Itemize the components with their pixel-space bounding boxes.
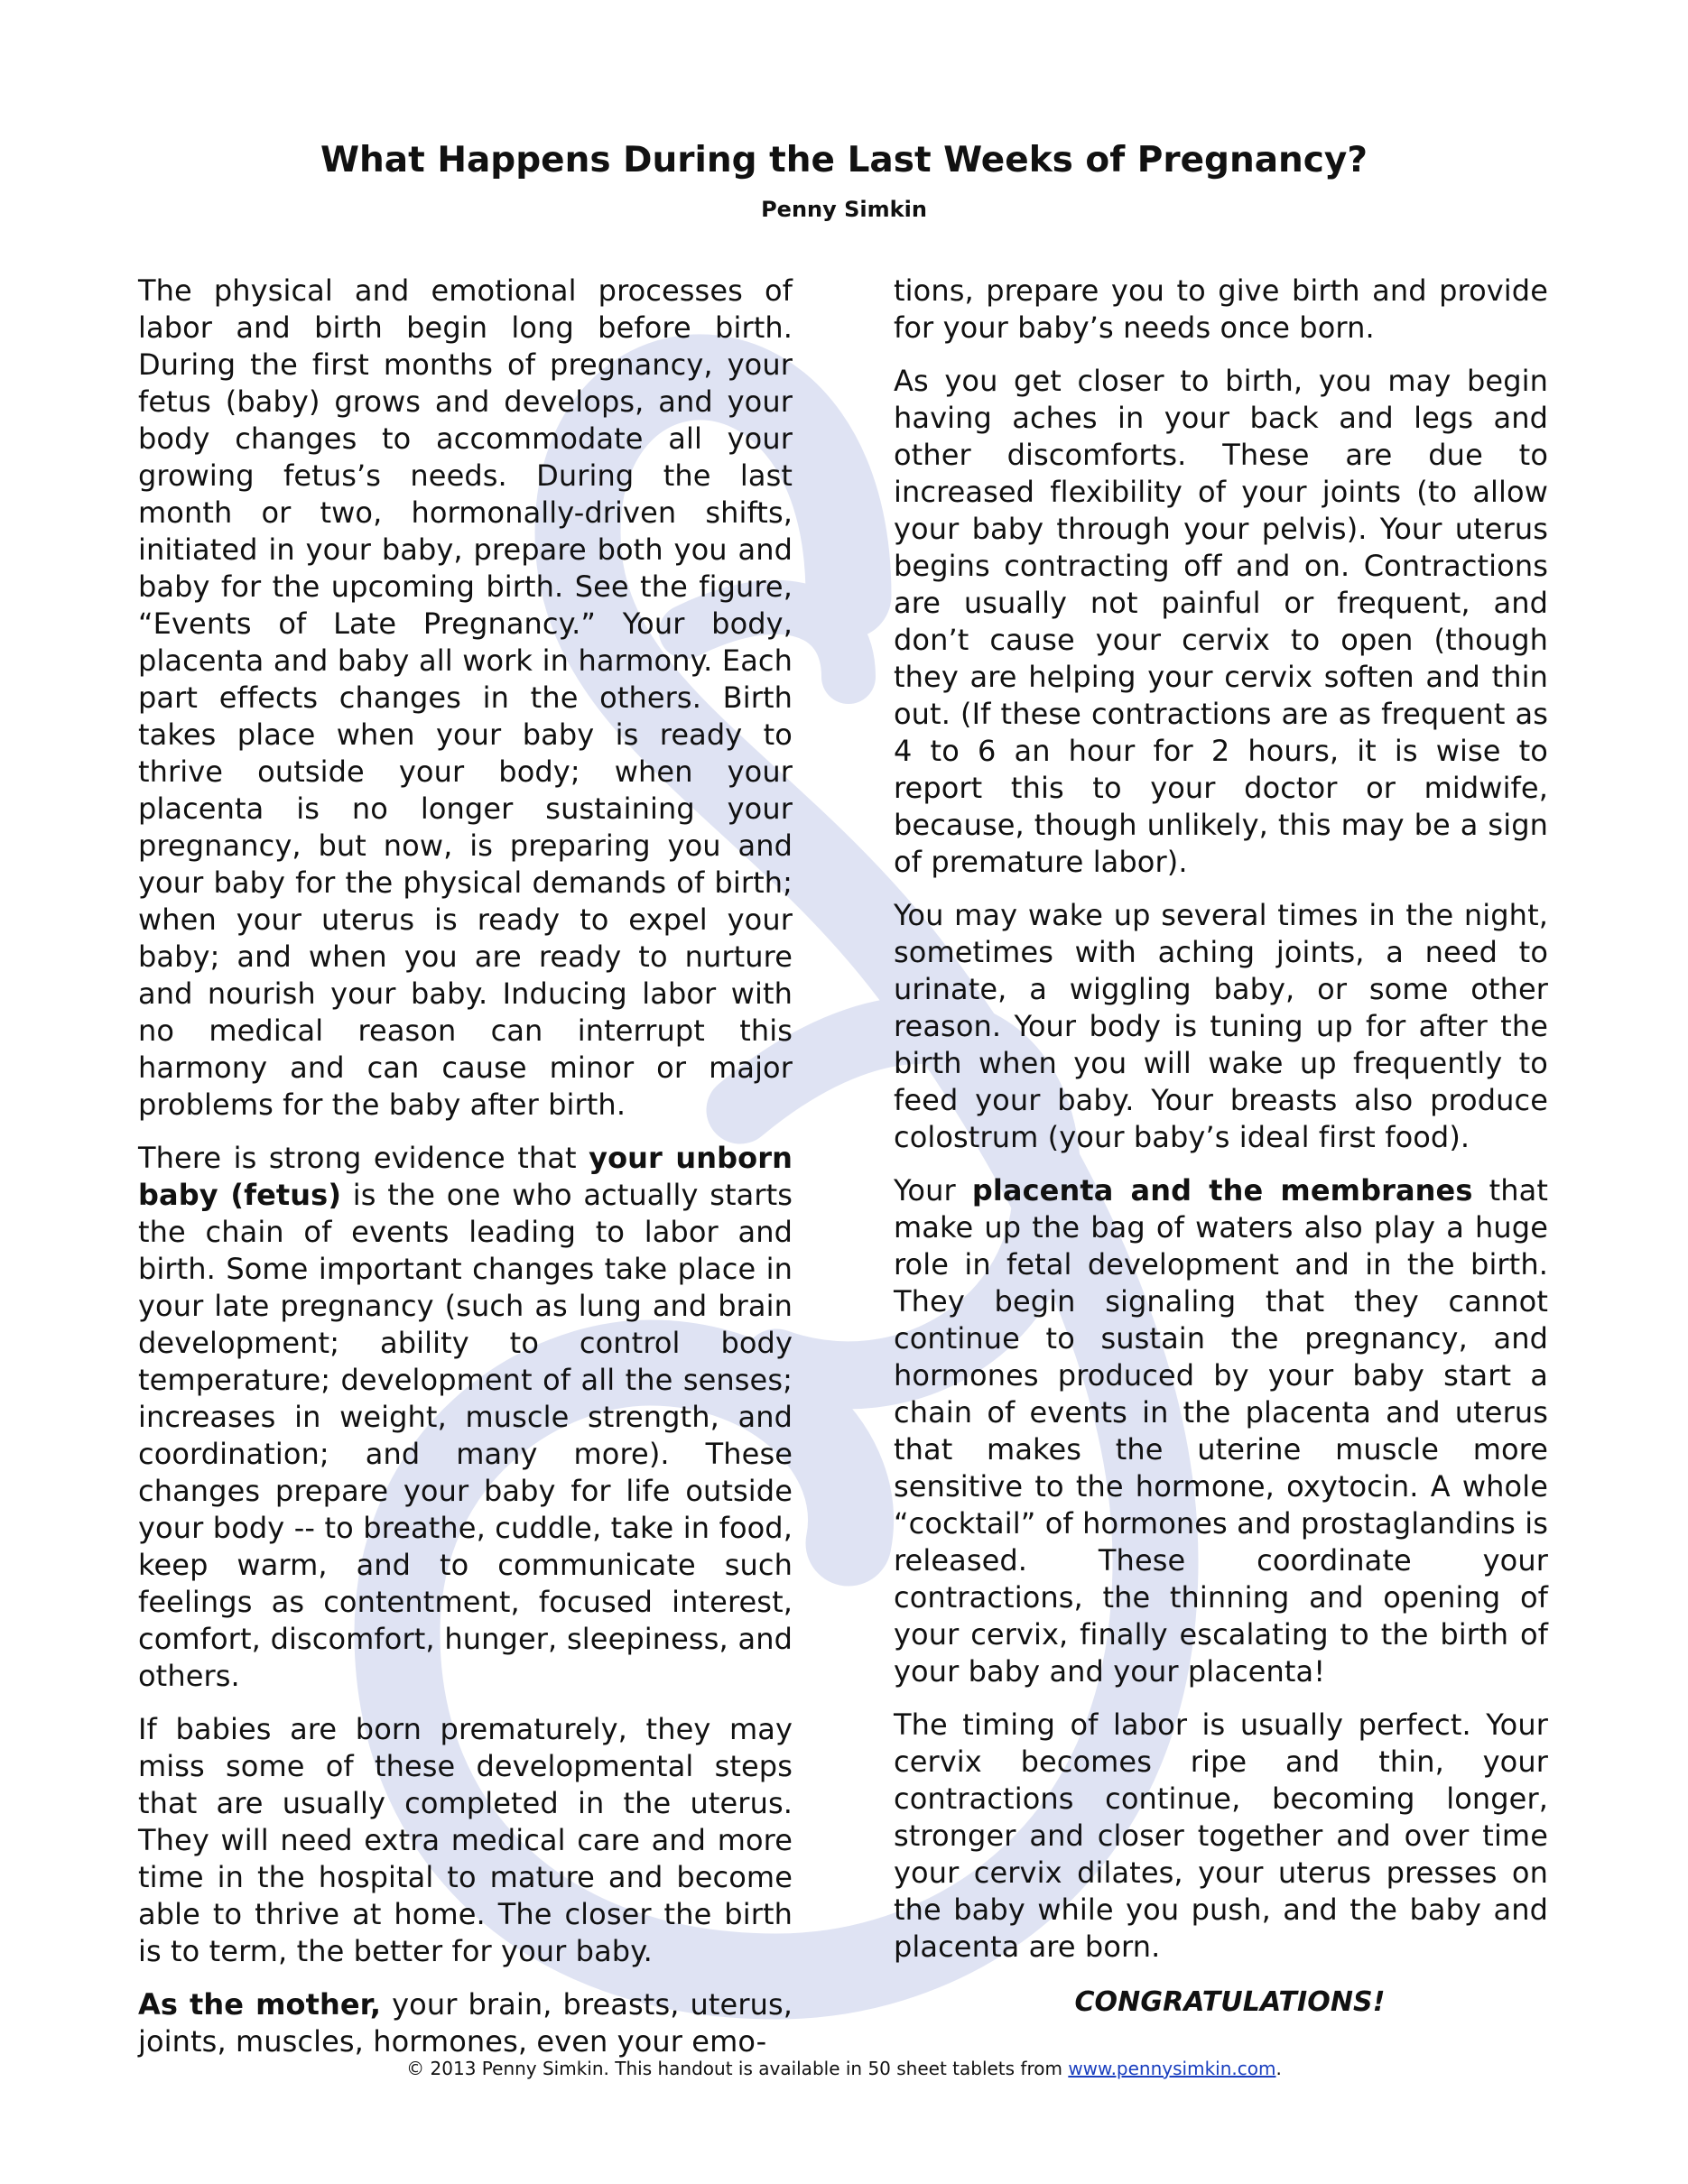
congratulations-text: CONGRATULATIONS! [1074, 1986, 1386, 2018]
placenta-bold-phrase: placenta and the membranes [971, 1173, 1473, 1208]
page-title: What Happens During the Last Weeks of Pregnancy? [320, 140, 1368, 180]
night-waking-paragraph: You may wake up several times in the night, sometimes with aching joints, a need to urinate, a wiggling baby, or some other reason. Your body is tuning up for after the birth when you will wake up frequently to feed your baby. Your breasts also produce colostrum (your baby’s ideal first food). [894, 898, 1548, 1154]
timing-paragraph: The timing of labor is usually perfect. Your cervix becomes ripe and thin, your contractions continue, becoming longer, stronger and closer together and over time your cervix dilates, your uterus presses on the baby while you push, and the baby and placenta are born. [894, 1707, 1548, 1964]
mother-paragraph-continued: tions, prepare you to give birth and provide for your baby’s needs once born. [894, 273, 1548, 345]
mother-bold-phrase: As the mother, [138, 1987, 382, 2022]
intro-paragraph: The physical and emotional processes of labor and birth begin long before birth. During the first months of pregnancy, your fetus (baby) grows and develops, and your body changes to accommodate all your growing fetus’s needs. During the last month or two, hormonally-driven shifts, initiated in your baby, prepare both you and baby for the upcoming birth. See the figure, “Events of Late Pregnancy.” Your body, placenta and baby all work in harmony. Each part effects changes in the others. Birth takes place when your baby is ready to thrive outside your body; when your placenta is no longer sustaining your pregnancy, but now, is preparing you and your baby for the physical demands of birth; when your uterus is ready to expel your baby; and when you are ready to nurture and nourish your baby. Inducing labor with no medical reason can interrupt this harmony and can cause minor or major problems for the baby after birth. [138, 273, 793, 1122]
author-name: Penny Simkin [761, 197, 927, 222]
placenta-paragraph: Your placenta and the membranes that make up the bag of waters also play a huge role in fetal development and in the birth. They begin signaling that they cannot continue to sustain the pregnancy, and hormones produced by your baby start a chain of events in the placenta and uterus that makes the uterine muscle more sensitive to the hormone, oxytocin. A whole “cocktail” of hormones and prostaglandins is released. These coordinate your contractions, the thinning and opening of your cervix, finally escalating to the birth of your baby and your placenta! [894, 1173, 1549, 1689]
fetus-bold-phrase: your unborn baby (fetus) [138, 1141, 793, 1212]
right-column [894, 273, 1548, 2021]
fetus-paragraph: There is strong evidence that your unborn baby (fetus) is the one who actually starts the chain of events leading to labor and birth. Some important changes take place in your late pregnancy (such as lung and brain development; ability to control body temperature; development of all the senses; increases in weight, muscle strength, and coordination; and many more). These changes prepare your baby for life outside your body -- to breathe, cuddle, take in food, keep warm, and to communicate such feelings as contentment, focused interest, comfort, discomfort, hunger, sleepiness, and others. [138, 1141, 793, 1693]
premature-paragraph: If babies are born prematurely, they may miss some of these developmental steps that are usually completed in the uterus. They will need extra medical care and more time in the hospital to mature and become able to thrive at home. The closer the birth is to term, the better for your baby. [138, 1712, 793, 1968]
website-link[interactable]: www.pennysimkin.com [1068, 2058, 1276, 2079]
copyright-footer: © 2013 Penny Simkin. This handout is available in 50 sheet tablets from www.pennysimkin.com. [406, 2058, 1282, 2079]
mother-paragraph: As the mother, your brain, breasts, uterus, joints, muscles, hormones, even your emo- [138, 1987, 793, 2059]
left-column [138, 273, 793, 2077]
discomfort-paragraph: As you get closer to birth, you may begin having aches in your back and legs and other discomforts. These are due to increased flexibility of your joints (to allow your baby through your pelvis). Your uterus begins contracting off and on. Contractions are usually not painful or frequent, and don’t cause your cervix to open (though they are helping your cervix soften and thin out. (If these contractions are as frequent as 4 to 6 an hour for 2 hours, it is wise to report this to your doctor or midwife, because, though unlikely, this may be a sign of premature labor). [894, 364, 1548, 879]
